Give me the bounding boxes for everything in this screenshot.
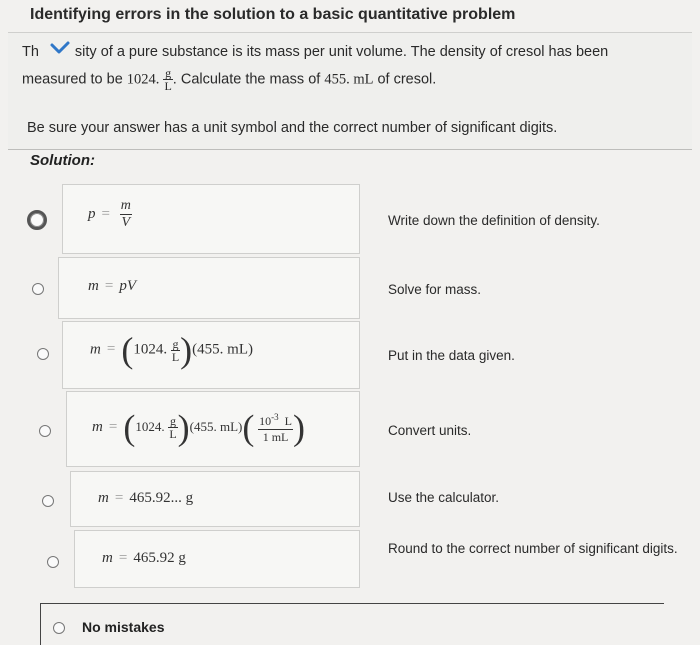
volume-value: (455. mL): [192, 341, 253, 358]
unit-fraction: [168, 415, 177, 440]
math-lhs: m: [90, 341, 101, 358]
right-paren-2: ): [292, 407, 305, 448]
conv-base: 10: [259, 414, 272, 428]
step-2-radio[interactable]: [32, 283, 44, 295]
box-border: [40, 603, 41, 645]
numerator: m: [120, 198, 131, 213]
left-paren-2: (: [242, 407, 255, 448]
math-lhs: m: [102, 550, 113, 566]
instruction-text: Be sure your answer has a unit symbol and the correct number of significant digits.: [27, 120, 558, 136]
math-equals: =: [101, 205, 110, 222]
step-4-radio[interactable]: [39, 425, 51, 437]
conv-exponent: -3: [271, 412, 279, 422]
unit-fraction: [171, 338, 180, 363]
page-title: Identifying errors in the solution to a basic quantitative problem: [30, 6, 516, 23]
question-text-end: of cresol.: [373, 71, 437, 88]
question-text-measured: measured to be: [22, 71, 127, 88]
unit-den: L: [171, 349, 180, 364]
math-equals: =: [114, 490, 124, 506]
math-rhs: pV: [119, 278, 136, 294]
volume-value: 455. mL: [324, 71, 374, 88]
step-2-math: [88, 278, 136, 295]
unit-num: g: [169, 414, 176, 428]
step-3-radio[interactable]: [37, 348, 49, 360]
solution-label: Solution:: [30, 152, 95, 169]
left-paren: (: [123, 407, 136, 448]
math-fraction: [120, 198, 132, 231]
step-6-math: [102, 550, 186, 567]
conversion-numerator: [258, 410, 293, 430]
question-line-1: [22, 44, 608, 60]
question-text: sity of a pure substance is its mass per unit volume. The density of cresol has been: [74, 44, 609, 60]
conversion-fraction: [258, 410, 293, 445]
step-2-description: Solve for mass.: [388, 282, 482, 297]
step-5-radio[interactable]: [42, 495, 54, 507]
question-line-2: [22, 67, 436, 92]
volume-value: (455. mL): [189, 418, 243, 434]
denominator: V: [121, 215, 131, 230]
unit-denominator: L: [164, 79, 172, 93]
step-5-math: [98, 490, 193, 507]
checkmark-icon[interactable]: [46, 38, 74, 58]
question-text-calc: . Calculate the mass of: [172, 71, 325, 88]
step-4-description: Convert units.: [388, 423, 472, 438]
right-paren: ): [180, 330, 193, 370]
math-rhs: 465.92... g: [129, 490, 194, 506]
step-1-math: [88, 198, 132, 231]
math-lhs: p: [88, 205, 96, 222]
no-mistakes-radio[interactable]: [53, 622, 65, 634]
density-value: 1024.: [133, 341, 168, 358]
density-value: 1024.: [135, 418, 165, 434]
left-paren: (: [121, 330, 134, 370]
unit-numerator: g: [165, 66, 172, 80]
step-3-description: Put in the data given.: [388, 348, 515, 363]
step-1-radio[interactable]: [27, 210, 47, 230]
math-rhs: 465.92 g: [133, 550, 186, 566]
step-5-description: Use the calculator.: [388, 490, 500, 505]
math-lhs: m: [92, 418, 103, 435]
unit-den: L: [169, 427, 177, 441]
no-mistakes-label[interactable]: No mistakes: [82, 619, 165, 635]
step-6-description: Round to the correct number of significant digits.: [388, 541, 678, 556]
step-3-math: [90, 330, 253, 370]
math-lhs: m: [98, 490, 109, 506]
conversion-denominator: 1 mL: [262, 430, 289, 444]
math-equals: =: [118, 550, 128, 566]
math-lhs: m: [88, 278, 99, 294]
math-equals: =: [108, 418, 118, 435]
math-equals: =: [106, 341, 116, 358]
step-1-description: Write down the definition of density.: [388, 213, 600, 228]
question-text-start: Th: [22, 44, 39, 60]
density-value: 1024.: [126, 71, 160, 88]
conv-unit: L: [284, 414, 292, 428]
right-paren: ): [177, 407, 190, 448]
step-4-math: [92, 407, 305, 448]
unit-num: g: [172, 336, 179, 351]
step-6-radio[interactable]: [47, 556, 59, 568]
divider: [40, 603, 664, 604]
density-unit: [163, 67, 172, 92]
math-equals: =: [104, 278, 114, 294]
